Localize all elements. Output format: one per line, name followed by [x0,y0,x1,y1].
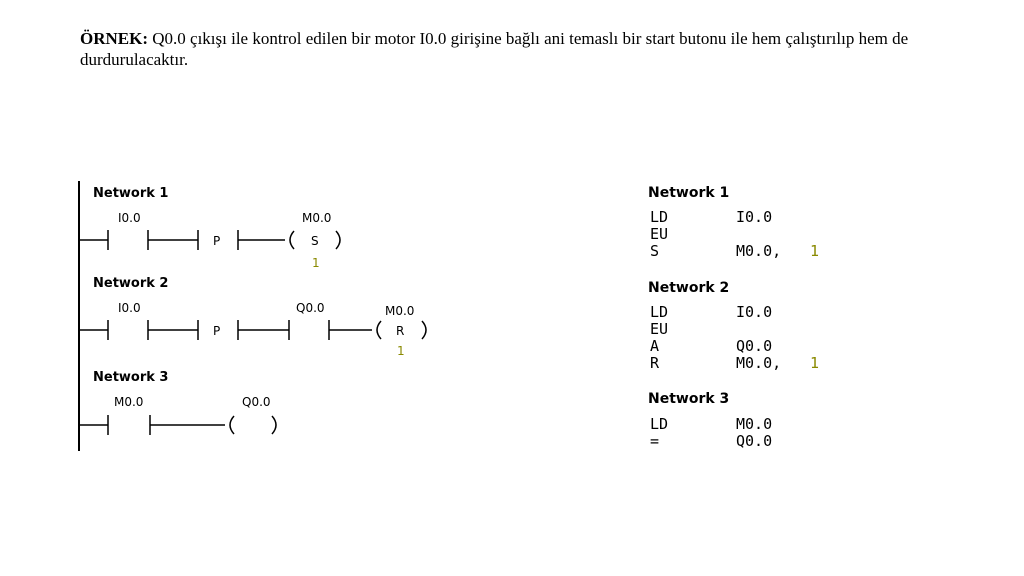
network-3-title: Network 3 [93,370,169,385]
stl-arg: M0.0, [736,354,782,372]
caption-text: Q0.0 çıkışı ile kontrol edilen bir motor I0.0 girişine bağlı ani temaslı bir start butonu ile hem çalıştırılıp hem de durdurulacaktır. [80,29,909,69]
stl-op: S [650,242,660,260]
stl-op: R [650,354,660,372]
stl-op: EU [650,320,669,338]
stl-op: LD [650,303,669,321]
network-1-contact-label: I0.0 [118,211,141,225]
stl-op: A [650,337,660,355]
network-2-rung [79,320,426,340]
network-3-coil-address: Q0.0 [242,395,271,409]
stl-arg: I0.0 [736,208,773,226]
network-3-contact-label: M0.0 [114,395,144,409]
stl-network-1-title: Network 1 [648,185,730,201]
stl-network-2-title: Network 2 [648,280,730,296]
network-2-title: Network 2 [93,276,169,291]
network-1-title: Network 1 [93,186,169,201]
network-1-edge-label: P [213,234,221,248]
network-2-coil-type: R [396,324,405,338]
caption-label: ÖRNEK: [80,29,148,48]
example-caption [80,28,980,70]
stl-count: 1 [810,354,820,372]
network-2-contact-label: I0.0 [118,301,141,315]
network-2-coil-count: 1 [397,344,405,358]
stl-op: EU [650,225,669,243]
network-1-rung [79,230,340,250]
stl-listing [645,183,905,473]
stl-arg: M0.0 [736,415,773,433]
stl-network-3-title: Network 3 [648,391,730,407]
network-1-coil-type: S [311,234,319,248]
stl-arg: I0.0 [736,303,773,321]
network-3-rung [79,415,276,435]
stl-arg: Q0.0 [736,432,773,450]
network-2-coil-address: M0.0 [385,304,415,318]
network-1-coil-count: 1 [312,256,320,270]
network-2-contact2-label: Q0.0 [296,301,325,315]
stl-arg: M0.0, [736,242,782,260]
stl-op: LD [650,208,669,226]
ladder-diagram [70,175,450,460]
stl-op: LD [650,415,669,433]
stl-op: = [650,432,660,450]
stl-count: 1 [810,242,820,260]
network-1-coil-address: M0.0 [302,211,332,225]
network-2-edge-label: P [213,324,221,338]
stl-arg: Q0.0 [736,337,773,355]
